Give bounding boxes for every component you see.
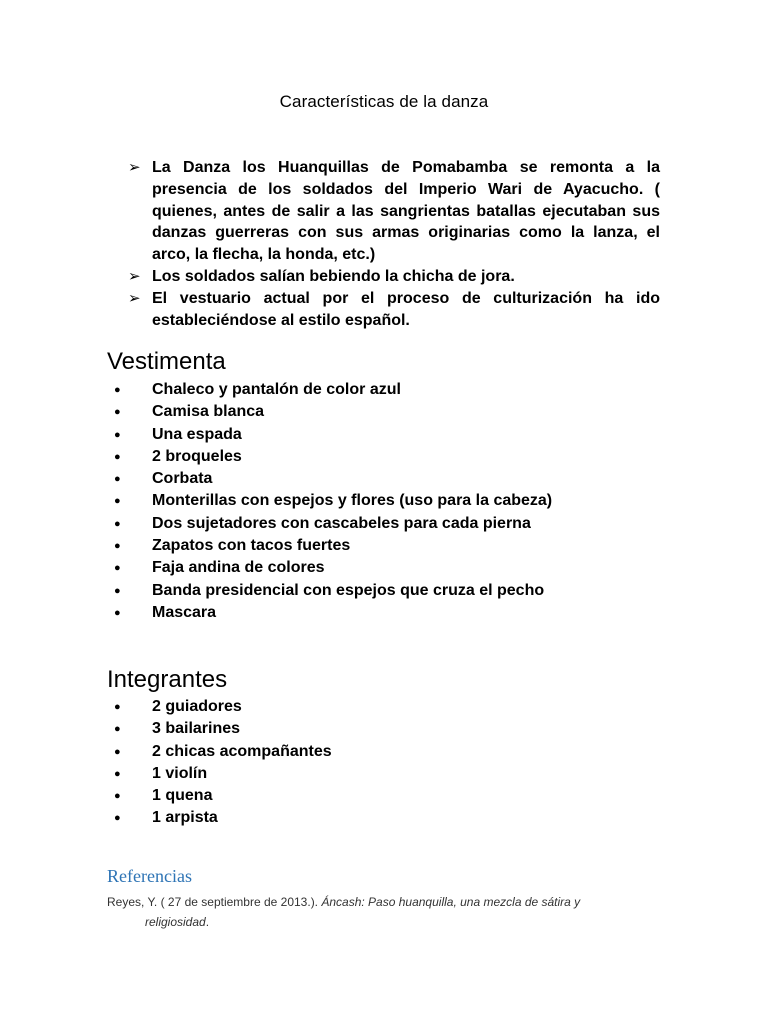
intro-item bbox=[128, 157, 660, 266]
list-item-text: Faja andina de colores bbox=[152, 559, 325, 577]
references-heading: Referencias bbox=[107, 866, 192, 886]
list-item-text: 1 violín bbox=[152, 764, 208, 782]
intro-list bbox=[128, 157, 660, 331]
list-item bbox=[110, 785, 332, 807]
list-item bbox=[110, 490, 552, 512]
reference-title: Áncash: Paso huanquilla, una mezcla de sátira y bbox=[321, 895, 581, 909]
bullet-dot-icon: ● bbox=[114, 701, 121, 713]
arrow-bullet-icon: ➢ bbox=[128, 267, 141, 285]
list-item bbox=[110, 379, 552, 401]
bullet-dot-icon: ● bbox=[114, 812, 121, 825]
list-item bbox=[110, 401, 552, 423]
reference-line-1 bbox=[107, 892, 627, 912]
list-item-text: 1 arpista bbox=[152, 809, 218, 827]
list-item bbox=[110, 535, 552, 557]
bullet-dot-icon: ● bbox=[114, 562, 121, 575]
intro-item bbox=[128, 266, 660, 288]
vestimenta-heading: Vestimenta bbox=[107, 348, 226, 375]
list-item bbox=[110, 741, 332, 763]
bullet-dot-icon: ● bbox=[114, 517, 121, 530]
list-item bbox=[110, 718, 332, 740]
intro-item bbox=[128, 288, 660, 332]
list-item bbox=[110, 468, 552, 490]
list-item-text: 3 bailarines bbox=[152, 720, 241, 738]
integrantes-heading: Integrantes bbox=[107, 666, 228, 693]
list-item-text: Zapatos con tacos fuertes bbox=[152, 537, 351, 555]
reference-author-date: Reyes, Y. ( 27 de septiembre de 2013.). bbox=[107, 895, 322, 909]
list-item bbox=[110, 424, 552, 446]
reference-line-2 bbox=[107, 912, 627, 932]
reference-entry bbox=[107, 892, 627, 932]
bullet-dot-icon: ● bbox=[114, 606, 121, 619]
bullet-dot-icon: ● bbox=[114, 495, 121, 508]
list-item bbox=[110, 807, 332, 829]
intro-text: El vestuario actual por el proceso de culturización ha ido estableciéndose al estilo español. bbox=[152, 289, 660, 329]
bullet-dot-icon: ● bbox=[114, 745, 121, 758]
list-item bbox=[110, 513, 552, 535]
list-item-text: Corbata bbox=[152, 470, 213, 488]
list-item-text: 2 guiadores bbox=[152, 698, 242, 715]
list-item-text: Mascara bbox=[152, 603, 217, 621]
list-item bbox=[110, 602, 552, 624]
list-item-text: 1 quena bbox=[152, 787, 213, 805]
bullet-dot-icon: ● bbox=[114, 723, 121, 736]
page-title: Características de la danza bbox=[279, 92, 489, 111]
bullet-dot-icon: ● bbox=[114, 428, 121, 441]
intro-text: La Danza los Huanquillas de Pomabamba se remonta a la presencia de los soldados del Imperio Wari de Ayacucho. ( quienes, antes de salir a las sangrientas batallas ejecutaban sus danzas guerreras con sus armas originarias como la lanza, el arco, la flecha, la honda, etc.) bbox=[152, 159, 660, 264]
intro-text: Los soldados salían bebiendo la chicha de jora. bbox=[152, 267, 515, 285]
list-item-text: Camisa blanca bbox=[152, 403, 265, 421]
bullet-dot-icon: ● bbox=[114, 384, 121, 396]
bullet-dot-icon: ● bbox=[114, 584, 121, 597]
bullet-dot-icon: ● bbox=[114, 406, 121, 419]
list-item bbox=[110, 763, 332, 785]
list-item bbox=[110, 696, 332, 718]
list-item bbox=[110, 557, 552, 579]
list-item-text: 2 broqueles bbox=[152, 447, 242, 465]
list-item-text: Monterillas con espejos y flores (uso para la cabeza) bbox=[152, 492, 553, 510]
vestimenta-list bbox=[110, 379, 552, 624]
list-item-text: Banda presidencial con espejos que cruza el pecho bbox=[152, 581, 545, 599]
list-item-text: Una espada bbox=[152, 425, 242, 443]
reference-end: . bbox=[205, 915, 210, 929]
list-item-text: Dos sujetadores con cascabeles para cada pierna bbox=[152, 514, 531, 532]
bullet-dot-icon: ● bbox=[114, 540, 121, 553]
integrantes-list bbox=[110, 696, 332, 830]
arrow-bullet-icon: ➢ bbox=[128, 159, 141, 176]
bullet-dot-icon: ● bbox=[114, 450, 121, 463]
bullet-dot-icon: ● bbox=[114, 767, 121, 780]
bullet-dot-icon: ● bbox=[114, 790, 121, 803]
list-item-text: 2 chicas acompañantes bbox=[152, 742, 332, 760]
bullet-dot-icon: ● bbox=[114, 473, 121, 486]
arrow-bullet-icon: ➢ bbox=[128, 289, 141, 307]
list-item-text: Chaleco y pantalón de color azul bbox=[152, 381, 401, 398]
reference-title-cont: religiosidad bbox=[145, 915, 206, 929]
list-item bbox=[110, 580, 552, 602]
list-item bbox=[110, 446, 552, 468]
